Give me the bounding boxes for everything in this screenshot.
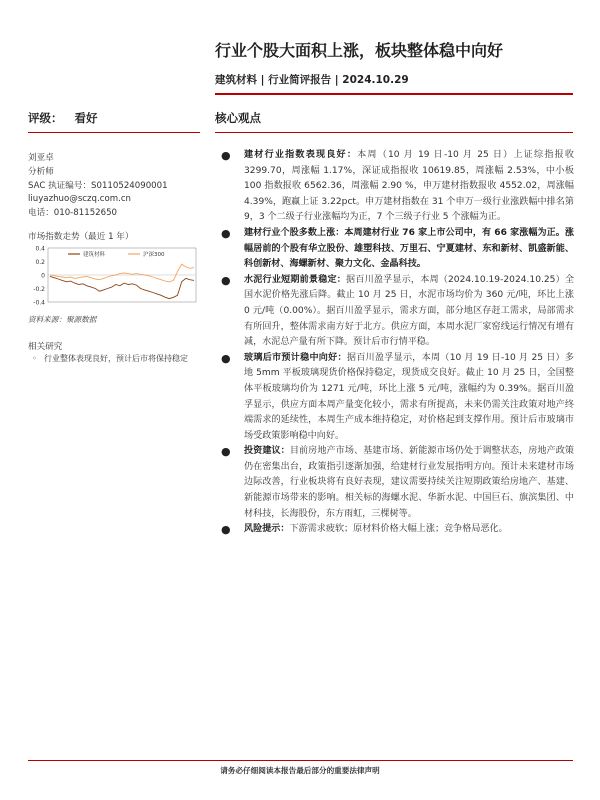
chart-title: 市场指数走势（最近 1 年）	[28, 232, 134, 242]
market-index-chart	[28, 244, 200, 306]
bullet-icon: ●	[221, 351, 231, 365]
right-divider	[215, 132, 573, 133]
bullet-stocks-rise	[216, 226, 574, 273]
bullet-text: 本周建材行业 76 家上市公司中，有 66 家涨幅为正。涨幅居前的个股有华立股份、雄塑科技、万里石、宁夏建材、东和新材、凯盛新能、科创新材、海螺新材、聚力文化、金晶科技。	[244, 227, 574, 270]
bullet-text: 据百川盈孚显示，本周（2024.10.19-2024.10.25）全国水泥价格先涨后降。截止 10 月 25 日，水泥市场均价为 360 元/吨，环比上涨 0 元/吨（0.00%）。据百川盈孚显示，需求方面，部分地区存赶工需求，局部需求有所回升，整体需求南方好于北方。供应方面，本周水泥厂家窑线运行情况有增有减，水泥总产量有所下降。预计后市行情平稳。	[244, 274, 574, 348]
bullet-text: 本周（10 月 19 日-10 月 25 日）上证综指报收 3299.70，周涨幅 1.17%，深证成指报收 10619.85，周涨幅 2.53%，中小板 100 指数报收 6562.36，周涨幅 2.90 %，申万建材指数报收 4552.02，周涨幅 4.39%，跑赢上证 3.22pct。申万建材指数在 31 个申万一级行业涨跌幅中排名第 9，3 个二级子行业涨幅均为正，7 个三级子行业 5 个涨幅为正。	[244, 150, 574, 223]
legend-label: 沪深300	[143, 252, 165, 258]
analyst-role: 分析师	[28, 166, 54, 177]
bullet-lead: 玻璃后市预计稳中向好：	[244, 352, 347, 363]
analyst-sac: SAC 执证编号：S0110524090001	[28, 180, 168, 191]
bullet-glass	[216, 351, 574, 445]
bullet-risk	[216, 522, 574, 538]
analyst-info	[28, 152, 168, 221]
bullet-dot-icon: ◦	[32, 354, 37, 363]
bullet-lead: 投资建议：	[244, 446, 290, 457]
header-divider	[215, 93, 573, 95]
bullet-text: 下游需求疲软；原材料价格大幅上涨；竞争格局恶化。	[289, 524, 508, 535]
bullet-lead: 风险提示：	[244, 524, 290, 535]
bullet-index-performance	[216, 148, 574, 226]
footer-disclaimer: 请务必仔细阅读本报告最后部分的重要法律声明	[220, 766, 380, 775]
rating-value: 看好	[74, 111, 98, 125]
y-tick-label: -0.4	[33, 299, 45, 306]
bullet-investment-advice	[216, 444, 574, 522]
y-tick-label: 0.2	[35, 259, 45, 266]
related-research-text: 行业整体表现良好，预计后市将保持稳定	[44, 354, 188, 363]
bullet-icon: ●	[221, 149, 231, 162]
rating-label: 评级：	[28, 111, 63, 125]
bullet-text: 目前房地产市场、基建市场、新能源市场仍处于调整状态，房地产政策仍在密集出台，政策指引逐渐加强，给建材行业发展指明方向。预计未来建材市场边际改善，行业板块将有良好表现，建议需要持续关注短期政策给房地产、基建、新能源市场带来的影响。相关标的海螺水泥、华新水泥、中国巨石、旗滨集团、中材科技，长海股份，东方雨虹，三棵树等。	[244, 446, 574, 519]
bullet-lead: 建材行业个股多数上涨：	[244, 227, 345, 238]
legend-label: 建筑材料	[83, 252, 106, 258]
analyst-phone: 电话：010-81152650	[28, 208, 118, 219]
y-tick-label: 0	[41, 272, 45, 280]
series-line-1	[50, 276, 194, 298]
y-tick-label: 0.4	[35, 245, 45, 253]
core-view-title: 核心观点	[215, 111, 261, 125]
report-subtitle: 建筑材料 | 行业简评报告 | 2024.10.29	[215, 74, 409, 86]
bullet-icon: ●	[221, 273, 231, 287]
y-tick-label: -0.2	[33, 286, 45, 293]
analyst-email[interactable]: liuyazhuo@sczq.com.cn	[28, 194, 131, 205]
report-title: 行业个股大面积上涨，板块整体稳中向好	[215, 41, 504, 60]
rating	[28, 110, 98, 126]
series-line-2	[50, 264, 194, 282]
related-research-title: 相关研究	[28, 342, 63, 352]
bullet-text: 据百川盈孚显示，本周（10 月 19 日-10 月 25 日）多地 5mm 平板玻璃现货价格保持稳定，现货成交良好。截止 10 月 25 日，全国整体平板玻璃均价为 1271 元/吨，环比上涨 5 元/吨，涨幅约为 0.39%。据百川盈孚显示，供应方面本周产量变化较小，需求有所提高，未来仍需关注政策对地产终端需求的延续性，本周生产成本维持稳定，对价格起到支撑作用。预计后市玻璃市场受政策影响稳中向好。	[244, 352, 574, 441]
core-view-content	[216, 148, 574, 538]
chart-svg	[28, 244, 200, 306]
chart-source: 资料来源：聚源数据	[28, 315, 97, 324]
analyst-name: 刘亚卓	[28, 153, 54, 163]
left-divider	[28, 132, 200, 133]
bullet-icon: ●	[221, 523, 231, 537]
footer-divider	[28, 760, 573, 761]
bullet-icon: ●	[221, 445, 231, 459]
bullet-cement	[216, 273, 574, 351]
bullet-lead: 建材行业指数表现良好：	[244, 150, 358, 160]
bullet-icon: ●	[221, 226, 231, 240]
related-research-item[interactable]	[28, 353, 200, 365]
bullet-lead: 水泥行业短期前景稳定：	[244, 274, 347, 285]
